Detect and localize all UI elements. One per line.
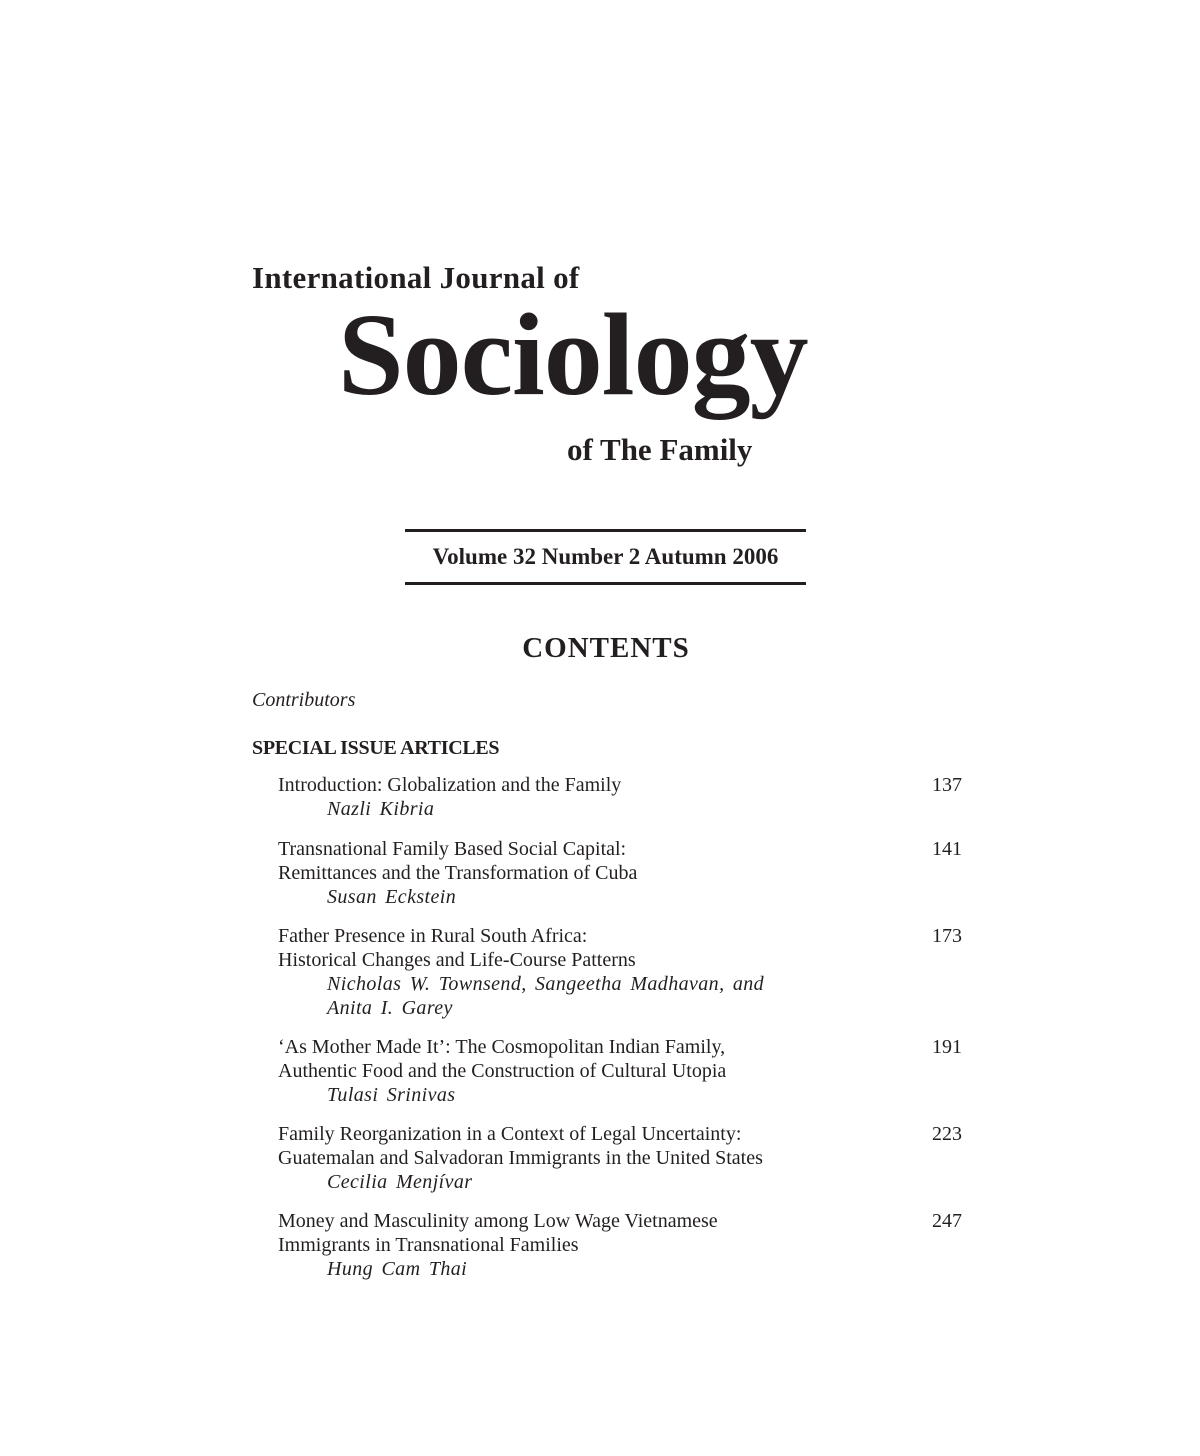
contents-heading: CONTENTS bbox=[522, 632, 690, 664]
journal-title-suffix: of The Family bbox=[567, 432, 753, 467]
entry-page-number: 173 bbox=[932, 925, 962, 947]
entry-title[interactable]: Father Presence in Rural South Africa: bbox=[278, 925, 588, 947]
entry-title[interactable]: Guatemalan and Salvadoran Immigrants in the United States bbox=[278, 1147, 763, 1169]
contributors-link[interactable]: Contributors bbox=[252, 689, 356, 711]
entry-title[interactable]: Money and Masculinity among Low Wage Vietnamese bbox=[278, 1210, 718, 1232]
entry-page-number: 191 bbox=[932, 1036, 962, 1058]
journal-title-prefix: International Journal of bbox=[252, 260, 580, 295]
journal-title-main: Sociology bbox=[338, 289, 808, 420]
entry-title[interactable]: Transnational Family Based Social Capital: bbox=[278, 838, 627, 860]
issue-rule-top bbox=[405, 529, 806, 532]
entry-page-number: 141 bbox=[932, 838, 962, 860]
entry-title[interactable]: Remittances and the Transformation of Cuba bbox=[278, 862, 638, 884]
toc-entry[interactable] bbox=[278, 924, 962, 1020]
entry-page-number: 223 bbox=[932, 1123, 962, 1145]
entry-author: Cecilia Menjívar bbox=[327, 1171, 473, 1193]
toc-entry[interactable] bbox=[278, 1209, 962, 1281]
entry-title[interactable]: ‘As Mother Made It’: The Cosmopolitan Indian Family, bbox=[278, 1036, 726, 1058]
entry-title[interactable]: Family Reorganization in a Context of Legal Uncertainty: bbox=[278, 1123, 742, 1145]
toc-entry[interactable] bbox=[278, 773, 962, 821]
toc-entry[interactable] bbox=[278, 837, 962, 909]
entry-author: Tulasi Srinivas bbox=[327, 1084, 456, 1106]
issue-rule-bottom bbox=[405, 582, 806, 585]
entry-title[interactable]: Introduction: Globalization and the Family bbox=[278, 774, 622, 796]
entry-author: Nicholas W. Townsend, Sangeetha Madhavan, and bbox=[327, 973, 765, 995]
entry-page-number: 247 bbox=[932, 1210, 962, 1232]
entry-title[interactable]: Historical Changes and Life-Course Patterns bbox=[278, 949, 636, 971]
entry-author: Nazli Kibria bbox=[327, 798, 435, 820]
entry-title[interactable]: Immigrants in Transnational Families bbox=[278, 1234, 579, 1256]
toc-entry[interactable] bbox=[278, 1035, 962, 1107]
entry-author: Hung Cam Thai bbox=[327, 1258, 468, 1280]
issue-info: Volume 32 Number 2 Autumn 2006 bbox=[432, 544, 779, 569]
toc-entry[interactable] bbox=[278, 1122, 962, 1194]
entry-author: Anita I. Garey bbox=[327, 997, 453, 1019]
entry-page-number: 137 bbox=[932, 774, 962, 796]
section-heading: SPECIAL ISSUE ARTICLES bbox=[252, 737, 500, 759]
entry-title[interactable]: Authentic Food and the Construction of Cultural Utopia bbox=[278, 1060, 727, 1082]
entry-author: Susan Eckstein bbox=[327, 886, 457, 908]
